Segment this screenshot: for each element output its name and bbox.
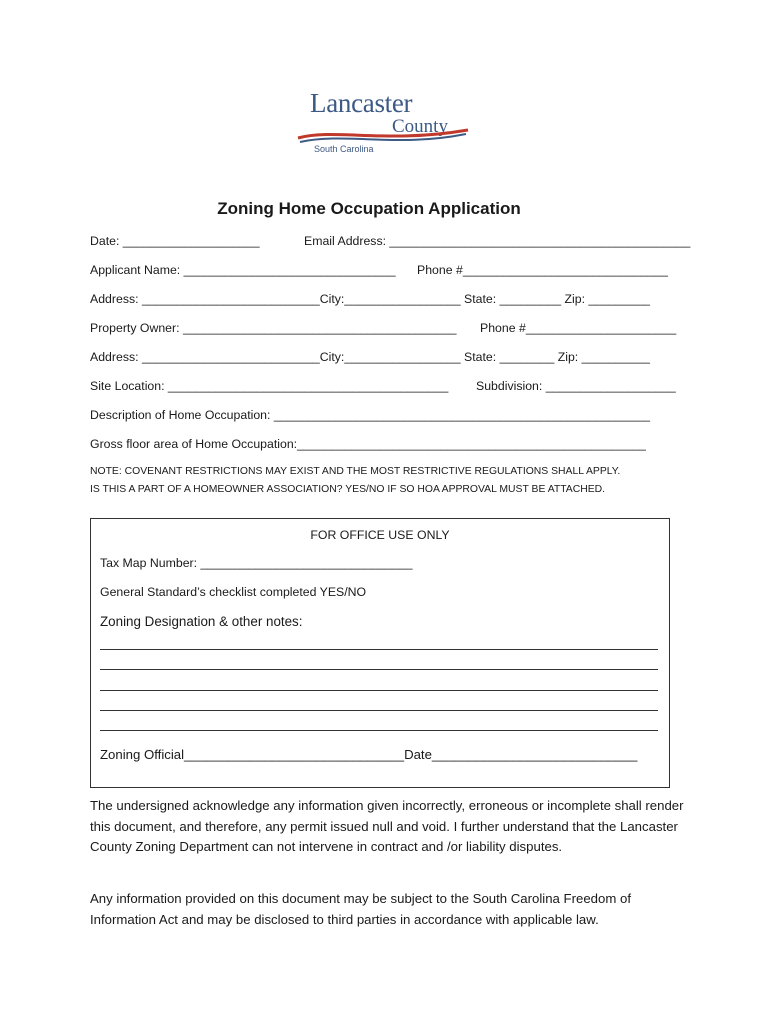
- subdivision-field[interactable]: Subdivision: ___________________: [476, 379, 676, 393]
- property-owner-field[interactable]: Property Owner: ________________________________________: [90, 321, 457, 335]
- logo-text-lancaster: Lancaster: [310, 88, 413, 118]
- foia-paragraph: Any information provided on this document may be subject to the South Carolina Freedom of Information Act and may be disclosed to third parties in accordance with applicable law.: [90, 891, 631, 927]
- applicant-name-field[interactable]: Applicant Name: _______________________________: [90, 263, 396, 277]
- zoning-official-field[interactable]: Zoning Official______________________________Date____________________________: [100, 747, 638, 762]
- email-field[interactable]: Email Address: ____________________________________________: [304, 234, 691, 248]
- acknowledgement-paragraph: The undersigned acknowledge any information given incorrectly, erroneous or incomplete shall render this document, and therefore, any permit issued null and void. I further understand that the Lancaster County Zoning Department can not intervene in contract and /or liability disputes.: [90, 798, 684, 854]
- floor-area-field[interactable]: Gross floor area of Home Occupation:___________________________________________________: [90, 437, 646, 451]
- logo-text-county: County: [392, 116, 448, 137]
- lancaster-county-logo: [296, 88, 472, 160]
- form-title: Zoning Home Occupation Application: [217, 199, 521, 218]
- office-use-box: [90, 518, 670, 788]
- notes-line[interactable]: [100, 690, 658, 691]
- applicant-address-field[interactable]: Address: __________________________City:_________________ State: _________ Zip: _________: [90, 292, 651, 306]
- notes-line[interactable]: [100, 649, 658, 650]
- owner-phone-field[interactable]: Phone #______________________: [480, 321, 677, 335]
- tax-map-field[interactable]: Tax Map Number: _______________________________: [100, 556, 413, 570]
- zoning-notes-label: Zoning Designation & other notes:: [100, 614, 303, 629]
- applicant-phone-field[interactable]: Phone #______________________________: [417, 263, 668, 277]
- owner-address-field[interactable]: Address: __________________________City:_________________ State: ________ Zip: __________: [90, 350, 651, 364]
- covenant-note: NOTE: COVENANT RESTRICTIONS MAY EXIST AND THE MOST RESTRICTIVE REGULATIONS SHALL APPLY.: [90, 466, 621, 477]
- notes-line[interactable]: [100, 710, 658, 711]
- checklist-field[interactable]: General Standard’s checklist completed YES/NO: [100, 585, 367, 599]
- notes-line[interactable]: [100, 730, 658, 731]
- office-use-heading: FOR OFFICE USE ONLY: [310, 528, 450, 542]
- description-field[interactable]: Description of Home Occupation: _______________________________________________________: [90, 408, 650, 422]
- date-field[interactable]: Date: ____________________: [90, 234, 260, 248]
- logo-text-south-carolina: South Carolina: [314, 144, 374, 154]
- hoa-note: IS THIS A PART OF A HOMEOWNER ASSOCIATION? YES/NO IF SO HOA APPROVAL MUST BE ATTACHED.: [90, 484, 606, 495]
- site-location-field[interactable]: Site Location: _________________________________________: [90, 379, 449, 393]
- notes-line[interactable]: [100, 669, 658, 670]
